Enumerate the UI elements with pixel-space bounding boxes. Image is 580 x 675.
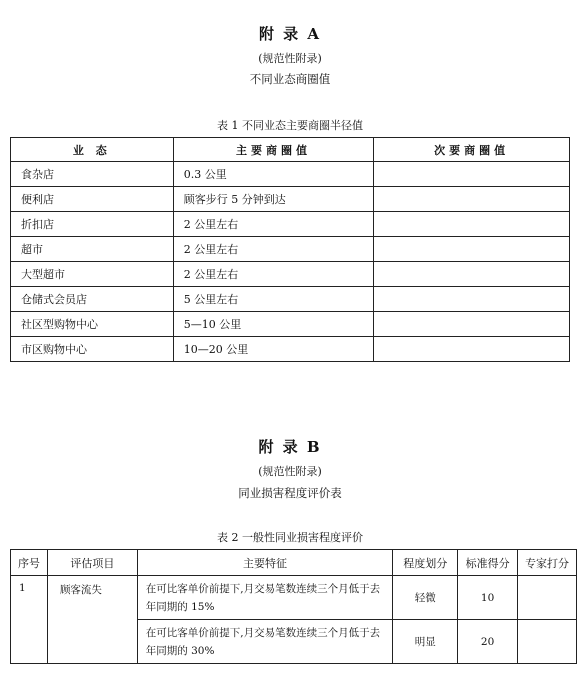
table1 (10, 137, 570, 362)
format-cell: 市区购物中心 (11, 337, 174, 362)
table-row (11, 187, 570, 212)
appendix-b-title: 附 录 B (258, 438, 322, 456)
row-number-cell: 1 (11, 576, 48, 664)
table-row (11, 576, 577, 620)
primary-cell: 顾客步行 5 分钟到达 (173, 187, 374, 212)
appendix-a-title: 附 录 A (258, 25, 322, 43)
table1-header-secondary: 次要商圈值 (374, 138, 570, 162)
table1-header-primary: 主要商圈值 (173, 138, 374, 162)
feature-cell: 在可比客单价前提下,月交易笔数连续三个月低于去年同期的 15% (137, 576, 393, 620)
table2-header-item: 评估项目 (47, 550, 137, 576)
primary-cell: 2 公里左右 (173, 262, 374, 287)
table2-header-features: 主要特征 (137, 550, 393, 576)
expert-score-cell (518, 576, 577, 620)
primary-cell: 10—20 公里 (173, 337, 374, 362)
assessment-item-cell: 顾客流失 (47, 576, 137, 664)
secondary-cell (374, 312, 570, 337)
table1-header-row (11, 138, 570, 162)
table-row (11, 337, 570, 362)
table-row (11, 212, 570, 237)
format-cell: 仓储式会员店 (11, 287, 174, 312)
primary-cell: 5 公里左右 (173, 287, 374, 312)
table-row (11, 287, 570, 312)
secondary-cell (374, 212, 570, 237)
secondary-cell (374, 237, 570, 262)
secondary-cell (374, 262, 570, 287)
primary-cell: 2 公里左右 (173, 212, 374, 237)
table2-caption: 表 2 一般性同业损害程度评价 (217, 531, 363, 544)
format-cell: 超市 (11, 237, 174, 262)
table2-header-degree: 程度划分 (393, 550, 458, 576)
appendix-b-subtitle: 同业损害程度评价表 (238, 486, 342, 500)
table1-header-format: 业 态 (11, 138, 174, 162)
table2-header-expert: 专家打分 (518, 550, 577, 576)
appendix-a-type: (规范性附录) (258, 52, 322, 65)
format-cell: 社区型购物中心 (11, 312, 174, 337)
table2-header-score: 标准得分 (458, 550, 518, 576)
secondary-cell (374, 287, 570, 312)
table1-caption: 表 1 不同业态主要商圈半径值 (217, 119, 363, 132)
format-cell: 大型超市 (11, 262, 174, 287)
table2 (10, 549, 577, 664)
table2-header-no: 序号 (11, 550, 48, 576)
score-cell: 10 (458, 576, 518, 620)
table-row (11, 162, 570, 187)
degree-cell: 轻微 (393, 576, 458, 620)
expert-score-cell (518, 620, 577, 664)
format-cell: 食杂店 (11, 162, 174, 187)
secondary-cell (374, 337, 570, 362)
table2-header-row (11, 550, 577, 576)
primary-cell: 0.3 公里 (173, 162, 374, 187)
table-row (11, 262, 570, 287)
format-cell: 折扣店 (11, 212, 174, 237)
secondary-cell (374, 187, 570, 212)
format-cell: 便利店 (11, 187, 174, 212)
table-row (11, 237, 570, 262)
appendix-a-subtitle: 不同业态商圈值 (249, 72, 331, 86)
degree-cell: 明显 (393, 620, 458, 664)
feature-cell: 在可比客单价前提下,月交易笔数连续三个月低于去年同期的 30% (137, 620, 393, 664)
table-row (11, 312, 570, 337)
primary-cell: 2 公里左右 (173, 237, 374, 262)
secondary-cell (374, 162, 570, 187)
score-cell: 20 (458, 620, 518, 664)
appendix-b-type: (规范性附录) (258, 465, 322, 478)
primary-cell: 5—10 公里 (173, 312, 374, 337)
